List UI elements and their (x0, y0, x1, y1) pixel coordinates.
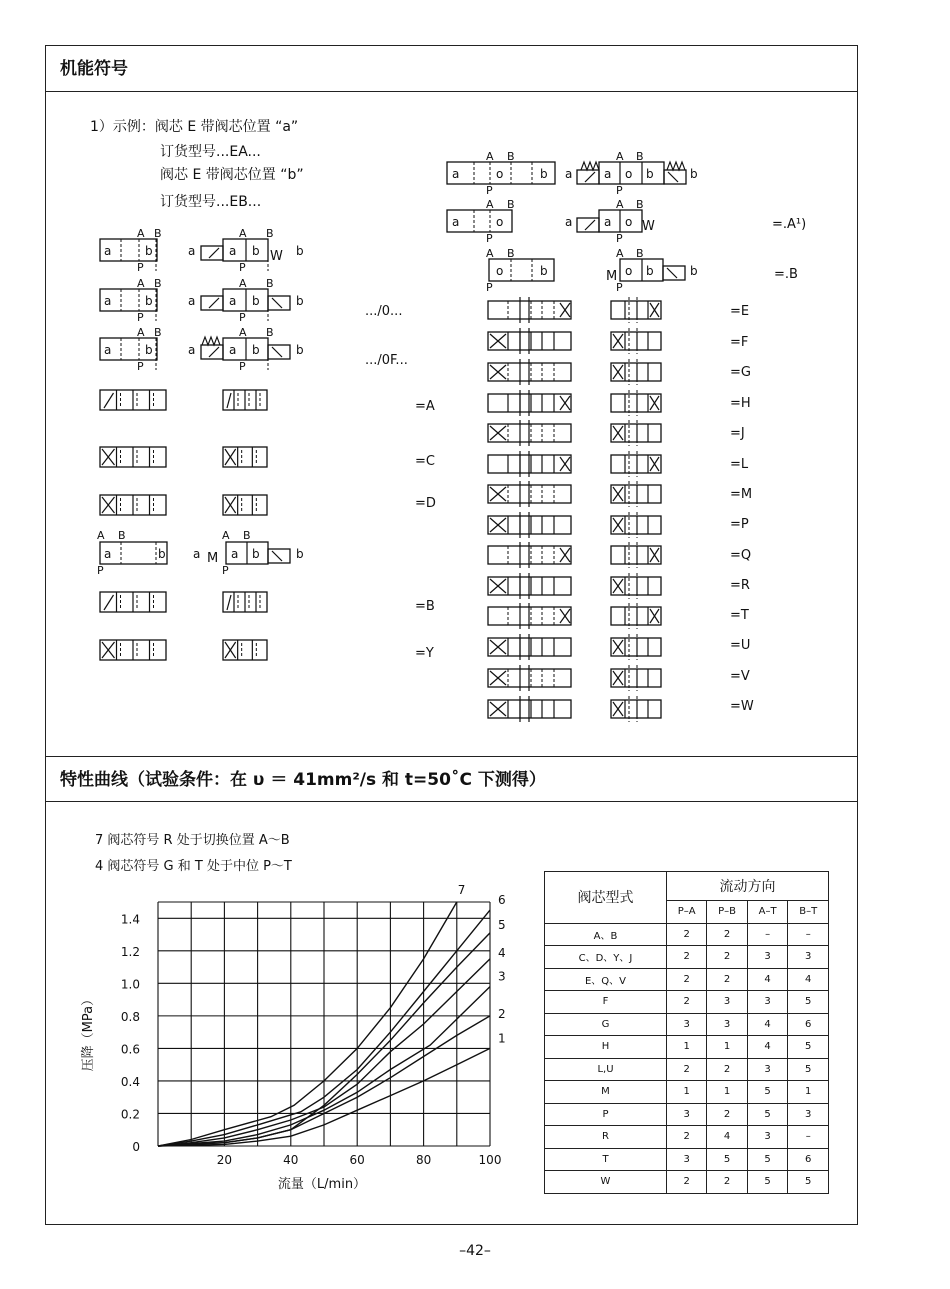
solenoid-slash (272, 551, 282, 561)
pos-b: b (158, 547, 166, 561)
pos-o: o (496, 264, 504, 278)
port-P: P (616, 232, 623, 245)
pos-a: a (231, 547, 239, 561)
spool-symbol-short (611, 546, 661, 564)
code-l: =L (730, 457, 749, 472)
solenoid-slash (585, 172, 595, 182)
example-line-1: 1）示例：阀芯 E 带阀芯位置 “a” (90, 119, 299, 135)
port-P: P (486, 184, 493, 197)
side-a: a (193, 547, 201, 561)
port-P: P (137, 360, 144, 373)
curve-number-cell: 2 (667, 968, 707, 991)
page-number: –42– (459, 1243, 491, 1259)
side-b: b (296, 244, 304, 258)
port-B: B (507, 150, 515, 163)
curve-number-cell: 6 (788, 1148, 829, 1171)
spring-icon: M (207, 551, 219, 566)
solenoid-slash (209, 298, 219, 308)
solenoid-icon (268, 345, 290, 359)
side-a: a (565, 167, 573, 181)
x-axis-label: 流量（L/min） (277, 1177, 367, 1192)
pos-b: b (252, 547, 260, 561)
detent-spring-icon (202, 337, 220, 345)
spool-symbol-short (611, 301, 661, 319)
curve-label-2: 2 (498, 1006, 506, 1021)
col-PB: P–B (707, 901, 747, 924)
curve-number-cell: 3 (747, 946, 788, 969)
solenoid-icon (663, 266, 685, 280)
curve-number-cell: 2 (707, 968, 747, 991)
curve-number-cell: – (788, 923, 829, 946)
curve-7 (158, 902, 457, 1146)
curve-number-cell: 2 (707, 1103, 747, 1126)
symbol-line (104, 393, 114, 408)
curve-number-cell: 1 (667, 1036, 707, 1059)
port-B: B (636, 150, 644, 163)
side-a: a (188, 244, 196, 258)
pos-b: b (145, 343, 153, 357)
col-BT: B–T (788, 901, 829, 924)
port-B: B (154, 277, 162, 290)
port-B: B (507, 198, 515, 211)
side-b: b (296, 547, 304, 561)
header-spool: 阀芯型式 (545, 872, 667, 924)
y-tick-label: 0.8 (120, 1009, 140, 1024)
port-A: A (486, 247, 494, 260)
spring-icon: M (606, 269, 618, 284)
spool-symbol-short (611, 607, 661, 625)
code-p: =P (730, 517, 749, 532)
code-dotA: =.A¹) (772, 217, 807, 232)
section-title-curves: 特性曲线（试验条件：在 υ ＝ 41mm²/s 和 t=50˚C 下测得） (46, 756, 857, 802)
port-P: P (137, 311, 144, 324)
curve-number-cell: 2 (667, 1126, 707, 1149)
code-B: =B (415, 599, 435, 614)
col-AT: A–T (747, 901, 788, 924)
y-tick-label: 0.6 (120, 1042, 140, 1057)
y-axis-label: 压降（MPa） (81, 992, 96, 1072)
code-h: =H (730, 396, 751, 411)
curve-number-cell: 2 (707, 923, 747, 946)
solenoid-icon (201, 296, 223, 310)
port-P: P (97, 564, 104, 577)
port-A: A (137, 326, 145, 339)
port-A: A (239, 227, 247, 240)
port-A: A (486, 150, 494, 163)
solenoid-icon (268, 549, 290, 563)
x-tick-label: 80 (415, 1153, 432, 1167)
curve-number-cell: 3 (667, 1103, 707, 1126)
example-line-3: 阀芯 E 带阀芯位置 “b” (160, 167, 304, 183)
y-tick-label: 0.4 (120, 1074, 140, 1089)
note-slash0F: .../0F... (365, 353, 408, 368)
solenoid-slash (667, 268, 677, 278)
side-b: b (296, 294, 304, 308)
side-b: b (690, 264, 698, 278)
spool-type: F (545, 991, 667, 1014)
code-dotB: =.B (774, 267, 798, 282)
curve-number-cell: 2 (707, 1058, 747, 1081)
port-B: B (266, 227, 274, 240)
curve-number-cell: 1 (707, 1036, 747, 1059)
pos-a: a (229, 343, 237, 357)
code-e: =E (730, 304, 750, 319)
curve-label-3: 3 (498, 969, 506, 984)
example-line-4: 订货型号...EB... (160, 194, 262, 210)
table-row (545, 1171, 829, 1194)
x-tick-label: 100 (478, 1153, 502, 1167)
solenoid-icon (577, 218, 599, 232)
curve-number-cell: 4 (747, 1013, 788, 1036)
symbol-line (104, 595, 114, 610)
curve-number-cell: 2 (667, 1058, 707, 1081)
pos-a: a (604, 167, 612, 181)
solenoid-slash (585, 220, 595, 230)
pos-a: a (104, 244, 112, 258)
curve-number-cell: 5 (747, 1148, 788, 1171)
curve-number-cell: 3 (707, 1013, 747, 1036)
port-B: B (266, 277, 274, 290)
curve-label-1: 1 (498, 1031, 506, 1046)
port-A: A (222, 529, 230, 542)
x-tick-label: 60 (349, 1153, 365, 1167)
solenoid-slash (272, 347, 282, 357)
side-a: a (188, 294, 196, 308)
curve-number-cell: 1 (707, 1081, 747, 1104)
spool-symbol-short (611, 455, 661, 473)
code-f: =F (730, 335, 749, 350)
port-P: P (486, 281, 493, 294)
port-A: A (616, 150, 624, 163)
curve-note-1: 7 阀芯符号 R 处于切换位置 A～B (95, 833, 290, 848)
port-B: B (636, 247, 644, 260)
flow-table (544, 871, 829, 1194)
port-B: B (154, 326, 162, 339)
spool-type: M (545, 1081, 667, 1104)
y-tick-label: 1.4 (120, 912, 140, 927)
curve-number-cell: 3 (667, 1148, 707, 1171)
curve-number-cell: 2 (667, 991, 707, 1014)
spool-symbol-short (611, 394, 661, 412)
curve-number-cell: 2 (707, 1171, 747, 1194)
code-g: =G (730, 365, 751, 380)
note-slash0: .../0... (365, 304, 403, 319)
curve-number-cell: 4 (747, 1036, 788, 1059)
spool-type: R (545, 1126, 667, 1149)
spool-type: G (545, 1013, 667, 1036)
section-title-symbols: 机能符号 (46, 46, 857, 92)
curve-number-cell: 2 (667, 946, 707, 969)
curve-number-cell: 5 (707, 1148, 747, 1171)
pos-o: o (625, 215, 633, 229)
pos-b: b (252, 343, 260, 357)
solenoid-slash (668, 172, 678, 182)
port-P: P (616, 281, 623, 294)
port-P: P (239, 311, 246, 324)
curve-label-4: 4 (498, 945, 506, 960)
code-q: =Q (730, 548, 752, 563)
port-B: B (636, 198, 644, 211)
solenoid-icon (201, 345, 223, 359)
pos-b: b (145, 244, 153, 258)
curve-note-2: 4 阀芯符号 G 和 T 处于中位 P～T (95, 859, 292, 874)
curve-number-cell: 4 (788, 968, 829, 991)
spool-type: E、Q、V (545, 968, 667, 991)
symbol-line (227, 393, 231, 408)
solenoid-icon (577, 170, 599, 184)
code-t: =T (730, 608, 749, 623)
pos-o: o (496, 215, 504, 229)
pos-a: a (452, 167, 460, 181)
pos-b: b (646, 264, 654, 278)
spool-type: W (545, 1171, 667, 1194)
curve-number-cell: 3 (707, 991, 747, 1014)
curve-number-cell: 5 (747, 1103, 788, 1126)
solenoid-slash (272, 298, 282, 308)
example-line-2: 订货型号...EA... (160, 144, 261, 160)
side-a: a (188, 343, 196, 357)
table-row (545, 1036, 829, 1059)
pos-a: a (229, 294, 237, 308)
spool-symbol (223, 495, 267, 515)
solenoid-slash (209, 347, 219, 357)
spool-type: C、D、Y、J (545, 946, 667, 969)
solenoid-icon (664, 170, 686, 184)
pos-b: b (145, 294, 153, 308)
table-row (545, 1081, 829, 1104)
pos-o: o (496, 167, 504, 181)
spool-symbol (223, 640, 267, 660)
curve-number-cell: 4 (747, 968, 788, 991)
curve-label-5: 5 (498, 917, 506, 932)
symbol-line (227, 595, 231, 610)
code-v: =V (730, 669, 750, 684)
spool-type: H (545, 1036, 667, 1059)
spring-icon: W (642, 219, 655, 234)
pos-a: a (229, 244, 237, 258)
port-A: A (137, 227, 145, 240)
pos-o: o (625, 264, 633, 278)
spool-type: L,U (545, 1058, 667, 1081)
curve-number-cell: 3 (747, 1058, 788, 1081)
code-m: =M (730, 487, 753, 502)
curve-number-cell: – (788, 1126, 829, 1149)
pos-o: o (625, 167, 633, 181)
curve-number-cell: 3 (788, 946, 829, 969)
table-row (545, 991, 829, 1014)
table-row (545, 1013, 829, 1036)
curve-number-cell: – (747, 923, 788, 946)
curve-number-cell: 1 (667, 1081, 707, 1104)
port-A: A (239, 326, 247, 339)
port-P: P (616, 184, 623, 197)
code-Y: =Y (415, 646, 434, 661)
pos-b: b (540, 264, 548, 278)
spool-symbol (223, 447, 267, 467)
curve-number-cell: 3 (747, 1126, 788, 1149)
curve-number-cell: 5 (747, 1171, 788, 1194)
curve-number-cell: 5 (788, 991, 829, 1014)
solenoid-slash (209, 248, 219, 258)
header-flow: 流动方向 (667, 872, 829, 901)
port-A: A (616, 247, 624, 260)
port-P: P (137, 261, 144, 274)
code-D: =D (415, 496, 436, 511)
pos-a: a (604, 215, 612, 229)
solenoid-icon (268, 296, 290, 310)
curve-number-cell: 2 (707, 946, 747, 969)
code-j: =J (730, 426, 745, 441)
side-a: a (565, 215, 573, 229)
port-A: A (239, 277, 247, 290)
code-A: =A (415, 399, 435, 414)
x-tick-label: 20 (216, 1153, 233, 1167)
spool-type: A、B (545, 923, 667, 946)
curve-number-cell: 4 (707, 1126, 747, 1149)
table-row (545, 946, 829, 969)
port-A: A (616, 198, 624, 211)
y-tick-label: 1.0 (120, 977, 140, 992)
pressure-drop-chart (60, 870, 530, 1200)
curve-number-cell: 6 (788, 1013, 829, 1036)
port-P: P (486, 232, 493, 245)
pos-b: b (646, 167, 654, 181)
port-B: B (266, 326, 274, 339)
y-tick-label: 0.2 (120, 1107, 140, 1122)
spool-type: P (545, 1103, 667, 1126)
table-row (545, 1103, 829, 1126)
curve-number-cell: 1 (788, 1081, 829, 1104)
curve-number-cell: 3 (788, 1103, 829, 1126)
curve-number-cell: 5 (747, 1081, 788, 1104)
table-row (545, 1058, 829, 1081)
curve-number-cell: 3 (747, 991, 788, 1014)
port-A: A (137, 277, 145, 290)
curve-number-cell: 5 (788, 1171, 829, 1194)
y-tick-label: 1.2 (120, 944, 140, 959)
code-w: =W (730, 699, 754, 714)
port-B: B (507, 247, 515, 260)
port-B: B (118, 529, 126, 542)
table-row (545, 1148, 829, 1171)
curve-number-cell: 2 (667, 1171, 707, 1194)
pos-b: b (252, 294, 260, 308)
port-B: B (154, 227, 162, 240)
table-row (545, 923, 829, 946)
spring-icon (667, 162, 685, 170)
solenoid-icon (201, 246, 223, 260)
curve-number-cell: 3 (667, 1013, 707, 1036)
port-B: B (243, 529, 251, 542)
port-A: A (486, 198, 494, 211)
code-r: =R (730, 578, 750, 593)
pos-b: b (252, 244, 260, 258)
spring-icon: W (270, 249, 283, 264)
table-row (545, 968, 829, 991)
port-P: P (239, 261, 246, 274)
pos-a: a (104, 547, 112, 561)
spring-icon (581, 162, 599, 170)
y-tick-label: 0 (132, 1140, 140, 1154)
curve-label-6: 6 (498, 893, 506, 908)
pos-b: b (540, 167, 548, 181)
curve-number-cell: 2 (667, 923, 707, 946)
table-row (545, 1126, 829, 1149)
pos-a: a (104, 343, 112, 357)
col-PA: P–A (667, 901, 707, 924)
curve-number-cell: 5 (788, 1058, 829, 1081)
side-b: b (296, 343, 304, 357)
code-u: =U (730, 638, 751, 653)
port-P: P (222, 564, 229, 577)
curve-label-7: 7 (457, 883, 466, 897)
curve-number-cell: 5 (788, 1036, 829, 1059)
x-tick-label: 40 (283, 1153, 299, 1167)
pos-a: a (104, 294, 112, 308)
port-P: P (239, 360, 246, 373)
pos-a: a (452, 215, 460, 229)
spool-type: T (545, 1148, 667, 1171)
code-C: =C (415, 454, 435, 469)
side-b: b (690, 167, 698, 181)
port-A: A (97, 529, 105, 542)
